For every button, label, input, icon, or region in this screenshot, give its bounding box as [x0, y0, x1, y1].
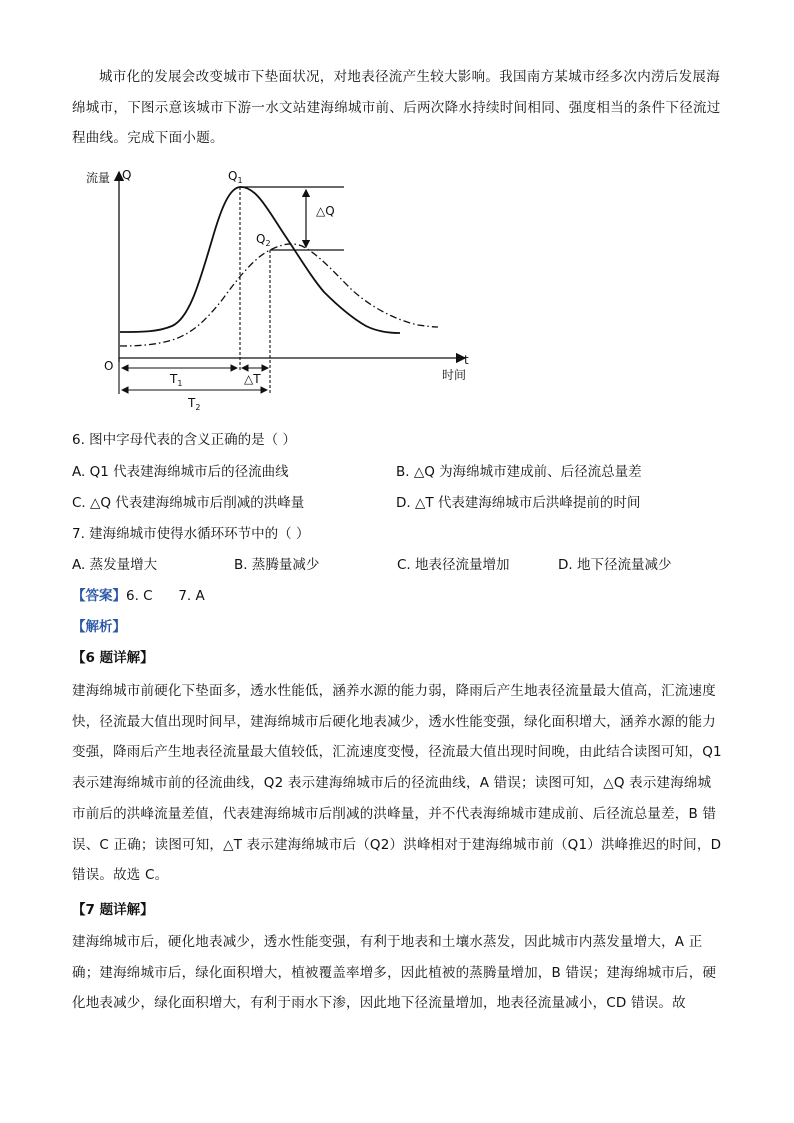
q2-curve [120, 244, 438, 346]
answer-text: 6. C 7. A [126, 588, 205, 604]
origin-label: O [104, 359, 114, 373]
question-7-stem: 7. 建海绵城市使得水循环环节中的（ ） [72, 526, 310, 542]
analysis-label: 【解析】 [72, 619, 126, 635]
x-axis-symbol: t [464, 353, 469, 367]
question-7-option-b: B. 蒸腾量减少 [234, 557, 320, 573]
answer-label: 【答案】 [72, 588, 126, 604]
q6-explanation: 建海绵城市前硬化下垫面多，透水性能低，涵养水源的能力弱，降雨后产生地表径流量最大值高，汇流速度快，径流最大值出现时间早，建海绵城市后硬化地表减少，透水性能变强，绿化面积增大，涵养水源的能力变强，降雨后产生地表径流量最大值较低，汇流速度变慢，径流最大值出现时间晚，由此结合读图可知，Q1 表示建海绵城市前的径流曲线，Q2 表示建海绵城市后的径流曲线，A 错误；读图可知，△Q 表示建海绵城市前后的洪峰流量差值，代表建海绵城市后削减的洪峰量，并不代表海绵城市建成前、后径流总量差，B 错误、C 正确；读图可知，△T 表示建海绵城市后（Q2）洪峰相对于建海绵城市前（Q1）洪峰推迟的时间，D 错误。故选 C。 [72, 683, 722, 884]
q7-header: 【7 题详解】 [72, 902, 154, 918]
question-7-option-a: A. 蒸发量增大 [72, 557, 158, 573]
t2-label: $T_2$ [188, 396, 201, 412]
t1-label: $T_1$ [170, 372, 183, 388]
q1-curve [120, 187, 400, 333]
q6-header: 【6 题详解】 [72, 650, 154, 666]
intro-paragraph: 城市化的发展会改变城市下垫面状况，对地表径流产生较大影响。我国南方某城市经多次内涝后发展海绵城市，下图示意该城市下游一水文站建海绵城市前、后两次降水持续时间相同、强度相当的条件下径流过程曲线。完成下面小题。 [72, 69, 721, 146]
question-7-option-c: C. 地表径流量增加 [397, 557, 510, 573]
question-6-option-a: A. Q1 代表建海绵城市后的径流曲线 [72, 464, 289, 480]
q7-explanation: 建海绵城市后，硬化地表减少，透水性能变强，有利于地表和土壤水蒸发，因此城市内蒸发量增大，A 正确；建海绵城市后，绿化面积增大，植被覆盖率增多，因此植被的蒸腾量增加，B 错误；建海绵城市后，硬化地表减少，绿化面积增大，有利于雨水下渗，因此地下径流量增加，地表径流量减小，CD 错误。故 [72, 934, 717, 1012]
question-6-option-b: B. △Q 为海绵城市建成前、后径流总量差 [396, 464, 642, 480]
runoff-diagram [72, 160, 492, 420]
y-axis-label: 流量 [86, 171, 111, 185]
answer-line [72, 586, 205, 606]
question-6-stem: 6. 图中字母代表的含义正确的是（ ） [72, 432, 296, 448]
question-7-option-d: D. 地下径流量减少 [558, 557, 672, 573]
x-axis-label: 时间 [442, 368, 467, 382]
q1-label: $Q_1$ [228, 169, 243, 185]
delta-t-label: △T [244, 372, 261, 386]
delta-q-label: △Q [316, 204, 335, 218]
analysis-line [72, 617, 126, 637]
runoff-figure [72, 160, 492, 420]
y-axis-symbol: Q [122, 168, 132, 182]
question-6-option-c: C. △Q 代表建海绵城市后削减的洪峰量 [72, 495, 305, 511]
question-6-option-d: D. △T 代表建海绵城市后洪峰提前的时间 [396, 495, 641, 511]
q2-label: $Q_2$ [256, 232, 271, 248]
